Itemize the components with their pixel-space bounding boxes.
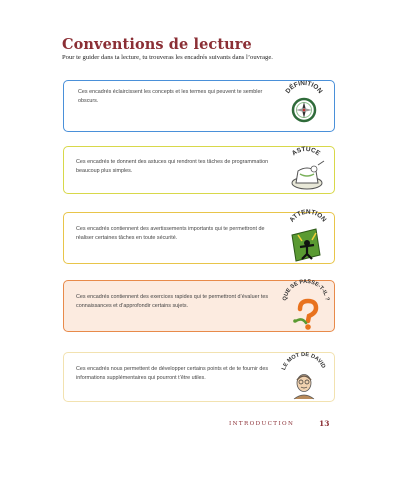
section-label: INTRODUCTION [229, 421, 295, 427]
tip-box [63, 146, 335, 194]
page-title: Conventions de lecture [62, 36, 252, 53]
definition-box [63, 80, 335, 132]
compass-icon [276, 73, 332, 129]
warning-sign-icon [278, 209, 334, 267]
page-subtitle: Pour te guider dans ta lecture, tu trouveras les encadrés suivants dans l’ouvrage. [62, 54, 273, 61]
definition-box-text: Ces encadrés éclaircissent les concepts et les termes qui peuvent te sembler obscurs. [78, 89, 263, 104]
exercise-label: QUE SE PASSE-T-IL ? [282, 278, 330, 302]
exercise-box-text: Ces encadrés contiennent des exercices rapides qui te permettront d’évaluer tes connaissances et d’approfondir certains sujets. [76, 294, 269, 309]
definition-label: DÉFINITION [284, 79, 324, 95]
warning-box [63, 209, 335, 264]
exercise-box [63, 280, 335, 332]
magic-hat-icon [278, 141, 334, 197]
david-portrait-icon [276, 347, 332, 405]
tip-label: ASTUCE [290, 145, 322, 158]
david-note-label: LE MOT DE DAVID [280, 351, 327, 372]
tip-box-text: Ces encadrés te donnent des astuces qui rendront tes tâches de programmation beaucoup plus simples. [76, 159, 269, 174]
david-note-box [63, 352, 335, 402]
question-snake-icon [278, 277, 334, 335]
david-note-box-text: Ces encadrés nous permettent de développer certains points et de te fournir des informations supplémentaires qui pourront t’être utiles. [76, 366, 269, 381]
page-number: 13 [319, 419, 330, 428]
warning-box-text: Ces encadrés contiennent des avertissements importants qui te permettront de réaliser certaines tâches en toute sécurité. [76, 226, 265, 241]
warning-label: ATTENTION [288, 209, 328, 224]
